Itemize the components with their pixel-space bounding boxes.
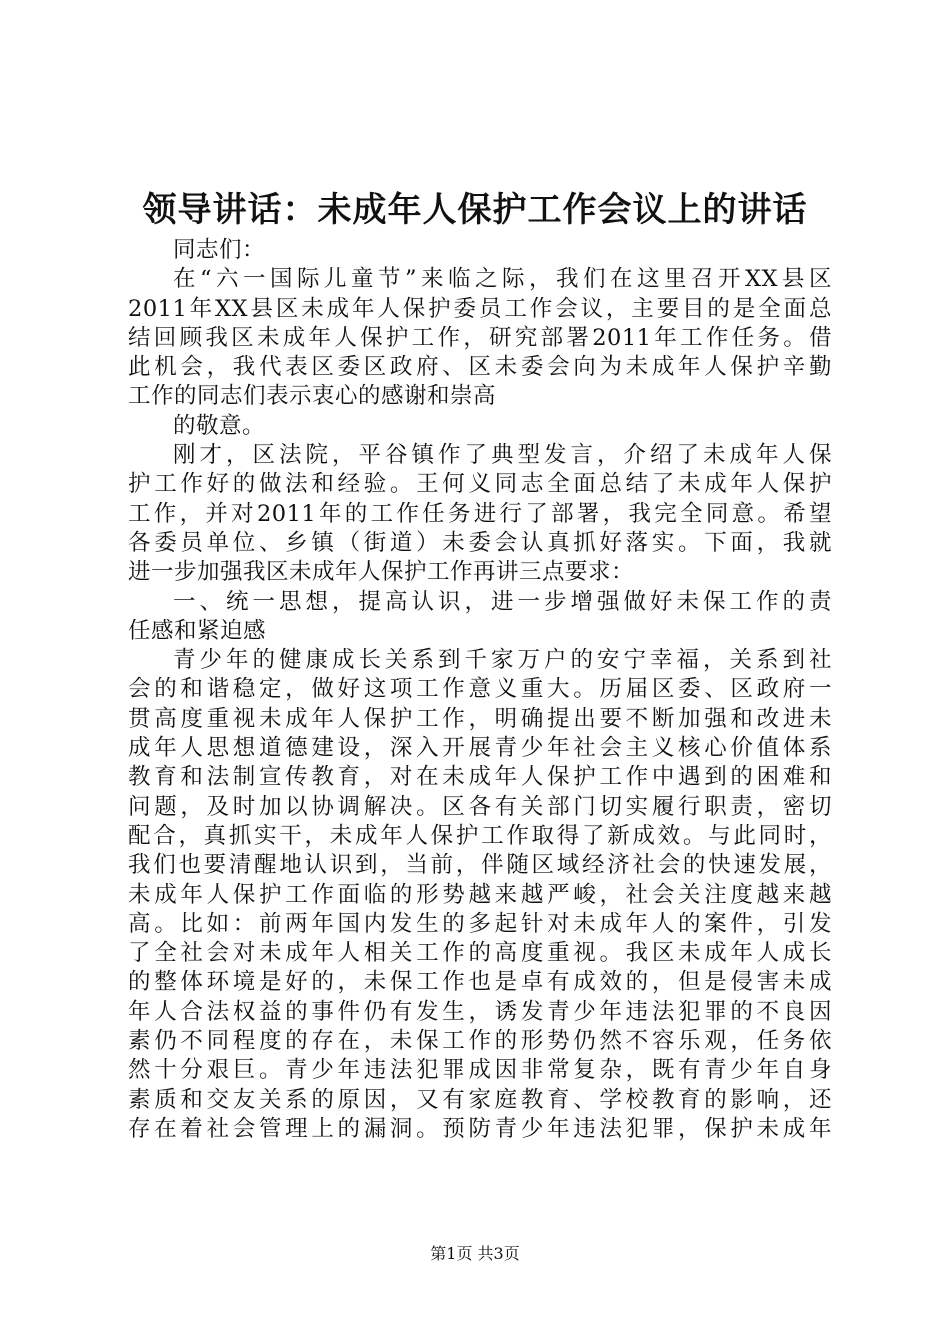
text-line: 2011年XX县区未成年人保护委员工作会议，主要目的是全面总 [128, 295, 832, 322]
text-line: 高。比如：前两年国内发生的多起针对未成年人的案件，引发 [128, 910, 832, 937]
text-line: 各委员单位、乡镇（街道）未委会认真抓好落实。下面，我就 [128, 529, 832, 556]
text-line: 年人合法权益的事件仍有发生，诱发青少年违法犯罪的不良因 [128, 998, 832, 1025]
text-line: 素质和交友关系的原因，又有家庭教育、学校教育的影响，还 [128, 1086, 832, 1113]
text-line: 教育和法制宣传教育，对在未成年人保护工作中遇到的困难和 [128, 764, 832, 791]
text-line: 存在着社会管理上的漏洞。预防青少年违法犯罪，保护未成年 [128, 1115, 832, 1142]
page-number-footer: 第1页 共3页 [430, 1244, 520, 1263]
text-line: 工作的同志们表示衷心的感谢和崇高 [128, 383, 497, 410]
section-heading-line: 一、统一思想，提高认识，进一步增强做好未保工作的责 [173, 588, 832, 615]
text-line: 在“六一国际儿童节”来临之际，我们在这里召开XX县区 [173, 266, 832, 293]
speech-body [128, 236, 832, 1144]
text-line: 素仍不同程度的存在，未保工作的形势仍然不容乐观，任务依 [128, 1028, 832, 1055]
text-line: 配合，真抓实干，未成年人保护工作取得了新成效。与此同时， [128, 822, 832, 849]
text-line: 护工作好的做法和经验。王何义同志全面总结了未成年人保护 [128, 471, 832, 498]
section-heading-line: 任感和紧迫感 [128, 617, 267, 644]
text-line: 贯高度重视未成年人保护工作，明确提出要不断加强和改进未 [128, 705, 832, 732]
text-line: 此机会，我代表区委区政府、区未委会向为未成年人保护辛勤 [128, 354, 832, 381]
text-line: 工作，并对2011年的工作任务进行了部署，我完全同意。希望 [128, 500, 832, 527]
text-line: 我们也要清醒地认识到，当前，伴随区域经济社会的快速发展， [128, 852, 832, 879]
page-title: 领导讲话：未成年人保护工作会议上的讲话 [142, 190, 808, 230]
text-line: 未成年人保护工作面临的形势越来越严峻，社会关注度越来越 [128, 881, 832, 908]
text-line: 的整体环境是好的，未保工作也是卓有成效的，但是侵害未成 [128, 969, 832, 996]
text-line: 的敬意。 [173, 412, 266, 439]
text-line: 然十分艰巨。青少年违法犯罪成因非常复杂，既有青少年自身 [128, 1057, 832, 1084]
text-line: 了全社会对未成年人相关工作的高度重视。我区未成年人成长 [128, 940, 832, 967]
text-line: 同志们： [173, 237, 266, 263]
text-line: 会的和谐稳定，做好这项工作意义重大。历届区委、区政府一 [128, 676, 832, 703]
text-line: 青少年的健康成长关系到千家万户的安宁幸福，关系到社 [173, 647, 832, 674]
text-line: 进一步加强我区未成年人保护工作再讲三点要求： [128, 559, 635, 586]
text-line: 成年人思想道德建设，深入开展青少年社会主义核心价值体系 [128, 735, 832, 762]
text-line: 结回顾我区未成年人保护工作，研究部署2011年工作任务。借 [128, 324, 832, 351]
text-line: 问题，及时加以协调解决。区各有关部门切实履行职责，密切 [128, 793, 832, 820]
text-line: 刚才，区法院，平谷镇作了典型发言，介绍了未成年人保 [173, 442, 832, 469]
